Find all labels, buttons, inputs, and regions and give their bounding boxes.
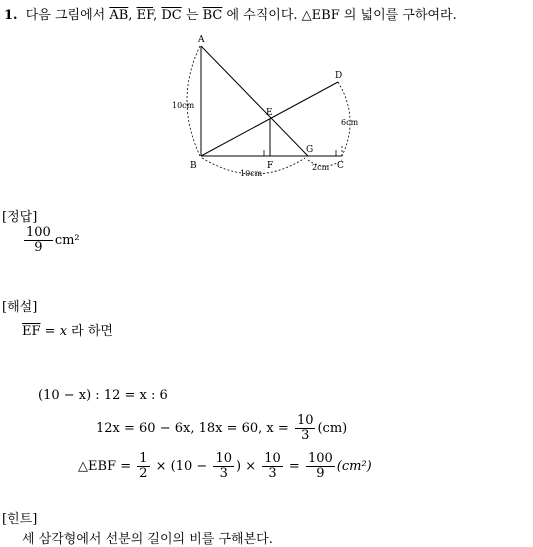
problem-text-2: 는 <box>185 8 199 23</box>
segment-bc: $\overline{BC}$ <box>202 8 223 23</box>
frac-num: 10 <box>264 451 281 466</box>
area-label: △EBF = <box>78 459 136 474</box>
length-dc: 6cm <box>341 118 359 127</box>
problem-text-1: 다음 그림에서 <box>25 8 106 23</box>
segment-ef: $\overline{EF}$ <box>22 324 41 339</box>
line-ag <box>201 46 308 156</box>
solution-line-3 <box>78 452 372 481</box>
length-gc: 2cm <box>312 163 330 172</box>
frac-den: 3 <box>219 466 228 481</box>
fraction-ten-thirds <box>262 452 283 481</box>
frac-num: 100 <box>307 451 333 466</box>
problem-text-3: 에 수직이다. △EBF 의 넓이를 구하여라. <box>226 8 457 23</box>
solution-label: [해설] <box>2 300 38 315</box>
label-b: B <box>190 161 197 171</box>
problem-statement <box>4 4 457 23</box>
frac-num: 10 <box>215 451 232 466</box>
answer-denominator: 9 <box>34 240 43 255</box>
solution-line-1: (10 − x) : 12 = x : 6 <box>38 388 168 403</box>
label-a: A <box>198 35 205 45</box>
x-unit: (cm) <box>317 421 348 436</box>
hint-text: 세 삼각형에서 선분의 길이의 비를 구해본다. <box>22 532 273 547</box>
solution-line-2-text: 12x = 60 − 6x, 18x = 60, x = <box>96 421 293 436</box>
comma: , <box>128 8 133 23</box>
x-fraction <box>295 414 316 443</box>
answer-fraction <box>24 226 53 255</box>
close-times: ) × <box>235 459 261 474</box>
x-denominator: 3 <box>301 428 310 443</box>
answer-numerator: 100 <box>26 225 51 240</box>
segment-ab: $\overline{AB}$ <box>109 8 129 23</box>
answer-label: [정답] <box>2 210 38 225</box>
solution-line-2 <box>96 414 347 443</box>
variable-x: x <box>59 324 68 339</box>
solution-intro-text: 라 하면 <box>67 324 113 339</box>
solution-intro <box>22 320 113 339</box>
frac-den: 9 <box>316 466 325 481</box>
fraction-ten-thirds <box>213 452 234 481</box>
hint-label: [힌트] <box>2 512 38 527</box>
length-ab: 10cm <box>172 101 195 110</box>
times-open: × (10 − <box>151 459 212 474</box>
segment-dc: $\overline{DC}$ <box>161 8 182 23</box>
equals: = <box>40 324 60 339</box>
label-f: F <box>267 161 274 171</box>
label-c: C <box>337 161 344 171</box>
segment-ef: $\overline{EF}$ <box>136 8 154 23</box>
area-unit: (cm²) <box>336 459 372 474</box>
label-g: G <box>306 145 314 155</box>
length-bg: 10cm <box>240 169 263 178</box>
x-numerator: 10 <box>296 413 314 428</box>
label-d: D <box>335 71 343 81</box>
problem-number: 1. <box>4 8 18 23</box>
fraction-result <box>306 452 335 481</box>
comma: , <box>153 8 158 23</box>
frac-den: 3 <box>268 466 277 481</box>
frac-num: 1 <box>139 451 148 466</box>
label-e: E <box>266 108 273 118</box>
answer-unit: cm² <box>54 233 80 248</box>
answer-value <box>22 226 80 255</box>
frac-den: 2 <box>139 466 148 481</box>
fraction-half <box>137 452 149 481</box>
geometry-figure <box>160 30 380 180</box>
equals: = <box>284 459 304 474</box>
